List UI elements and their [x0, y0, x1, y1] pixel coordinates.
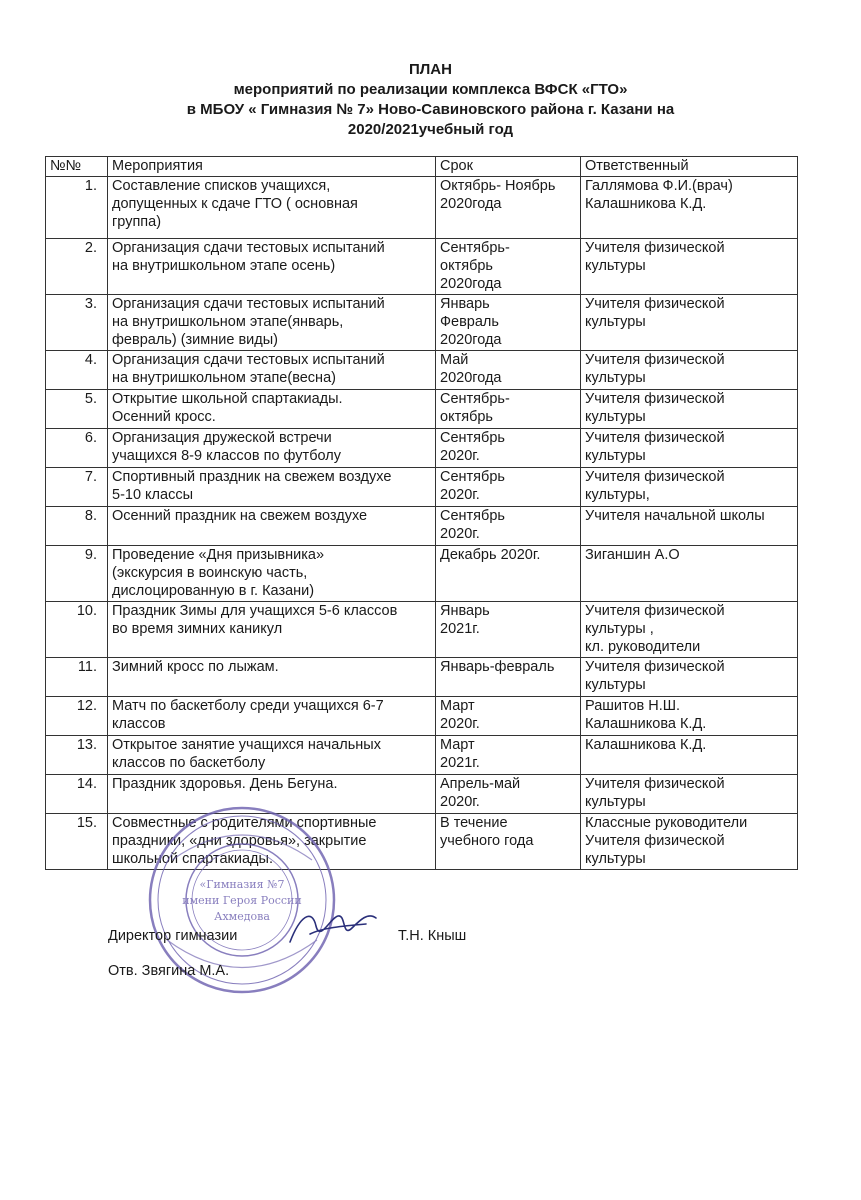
cell-term-text: Сентябрь- октябрь 2020года: [440, 240, 510, 292]
director-signature: [282, 898, 382, 958]
cell-term: [436, 697, 581, 736]
cell-event-text: Спортивный праздник на свежем воздухе 5-10 классы: [112, 469, 392, 503]
cell-number-text: 2.: [84, 240, 97, 256]
cell-term: [436, 507, 581, 546]
cell-number-text: 7.: [84, 469, 97, 485]
cell-number: [46, 775, 108, 814]
cell-term-text: Декабрь 2020г.: [440, 547, 541, 563]
plan-table: [45, 156, 798, 870]
cell-term-text: Март 2021г.: [440, 737, 480, 771]
cell-responsible-text: Зиганшин А.О: [585, 547, 680, 563]
table-row: [46, 429, 798, 468]
cell-event-text: Зимний кросс по лыжам.: [112, 659, 279, 675]
cell-responsible: [581, 814, 798, 870]
cell-responsible: [581, 239, 798, 295]
cell-responsible-text: Учителя физической культуры: [585, 659, 725, 693]
cell-number: [46, 697, 108, 736]
table-row: [46, 775, 798, 814]
seal-text-line1: «Гимназия №7: [199, 878, 285, 891]
cell-event-text: Проведение «Дня призывника» (экскурсия в воинскую часть, дислоцированную в г. Казани): [112, 547, 325, 599]
table-row: [46, 295, 798, 351]
cell-responsible-text: Учителя физической культуры: [585, 352, 725, 386]
cell-event-text: Открытие школьной спартакиады. Осенний кросс.: [112, 391, 343, 425]
cell-responsible-text: Классные руководители Учителя физической культуры: [585, 815, 748, 867]
title-line-school: в МБОУ « Гимназия № 7» Ново-Савиновского района г. Казани на: [186, 101, 675, 118]
cell-event: [108, 658, 436, 697]
cell-event-text: Матч по баскетболу среди учащихся 6-7 классов: [112, 698, 384, 732]
cell-term: [436, 429, 581, 468]
cell-event: [108, 814, 436, 870]
cell-responsible: [581, 697, 798, 736]
table-row: [46, 546, 798, 602]
table-row: [46, 507, 798, 546]
cell-responsible-text: Учителя физической культуры: [585, 391, 725, 425]
cell-number: [46, 814, 108, 870]
cell-event-text: Праздник здоровья. День Бегуна.: [112, 776, 338, 792]
cell-term-text: Сентябрь 2020г.: [440, 469, 505, 503]
cell-term-text: Сентябрь 2020г.: [440, 508, 505, 542]
table-header-row: [46, 157, 798, 177]
table-row: [46, 697, 798, 736]
cell-responsible: [581, 429, 798, 468]
cell-number: [46, 177, 108, 239]
cell-number-text: 1.: [84, 178, 97, 194]
cell-number-text: 9.: [84, 547, 97, 563]
cell-event: [108, 351, 436, 390]
cell-term: [436, 775, 581, 814]
cell-number: [46, 390, 108, 429]
cell-responsible-text: Галлямова Ф.И.(врач) Калашникова К.Д.: [585, 178, 733, 212]
table-row: [46, 239, 798, 295]
cell-number-text: 14.: [76, 776, 97, 792]
cell-event-text: Составление списков учащихся, допущенных к сдаче ГТО ( основная группа): [112, 178, 358, 230]
cell-responsible: [581, 736, 798, 775]
cell-event: [108, 602, 436, 658]
cell-event: [108, 390, 436, 429]
cell-event: [108, 295, 436, 351]
cell-number: [46, 429, 108, 468]
cell-responsible-text: Рашитов Н.Ш. Калашникова К.Д.: [585, 698, 707, 732]
column-header-term: Срок: [436, 157, 581, 177]
table-row: [46, 736, 798, 775]
cell-number: [46, 602, 108, 658]
table-row: [46, 814, 798, 870]
cell-responsible-text: Учителя физической культуры: [585, 430, 725, 464]
cell-term: [436, 239, 581, 295]
cell-term: [436, 736, 581, 775]
cell-term: [436, 351, 581, 390]
seal-text-line2: имени Героя России: [182, 894, 302, 907]
cell-event: [108, 546, 436, 602]
cell-responsible: [581, 468, 798, 507]
cell-term-text: Апрель-май 2020г.: [440, 776, 521, 810]
cell-number-text: 13.: [76, 737, 97, 753]
title-line-plan: ПЛАН: [409, 61, 452, 78]
cell-responsible: [581, 177, 798, 239]
cell-term-text: Сентябрь- октябрь: [440, 391, 510, 425]
cell-responsible: [581, 351, 798, 390]
cell-responsible: [581, 295, 798, 351]
table-row: [46, 390, 798, 429]
table-row: [46, 602, 798, 658]
cell-event-text: Организация дружеской встречи учащихся 8-9 классов по футболу: [112, 430, 341, 464]
cell-term-text: Январь 2021г.: [440, 603, 490, 637]
cell-responsible-text: Учителя физической культуры,: [585, 469, 725, 503]
cell-event-text: Открытое занятие учащихся начальных классов по баскетболу: [112, 737, 381, 771]
cell-responsible: [581, 775, 798, 814]
cell-term: [436, 602, 581, 658]
cell-responsible: [581, 602, 798, 658]
document-title: [0, 60, 861, 140]
cell-number: [46, 468, 108, 507]
cell-event: [108, 429, 436, 468]
cell-number: [46, 351, 108, 390]
cell-event: [108, 736, 436, 775]
cell-number: [46, 658, 108, 697]
cell-number-text: 15.: [76, 815, 97, 831]
director-label: Директор гимназии: [108, 928, 238, 944]
cell-responsible-text: Учителя начальной школы: [585, 508, 765, 524]
director-name: Т.Н. Кныш: [398, 928, 467, 944]
cell-responsible-text: Учителя физической культуры: [585, 776, 725, 810]
cell-term-text: Май 2020года: [440, 352, 502, 386]
table-row: [46, 658, 798, 697]
cell-event: [108, 507, 436, 546]
cell-number-text: 4.: [84, 352, 97, 368]
column-header-number: №№: [46, 157, 108, 177]
cell-term-text: Март 2020г.: [440, 698, 480, 732]
cell-responsible-text: Учителя физической культуры , кл. руководители: [585, 603, 725, 655]
cell-term: [436, 295, 581, 351]
cell-event-text: Праздник Зимы для учащихся 5-6 классов во время зимних каникул: [112, 603, 398, 637]
cell-event: [108, 775, 436, 814]
cell-event-text: Осенний праздник на свежем воздухе: [112, 508, 368, 524]
cell-event-text: Совместные с родителями спортивные праздники, «дни здоровья», закрытие школьной спартакиады.: [112, 815, 377, 867]
cell-event: [108, 177, 436, 239]
cell-number-text: 11.: [77, 659, 97, 675]
cell-responsible-text: Учителя физической культуры: [585, 296, 725, 330]
cell-term: [436, 468, 581, 507]
cell-event: [108, 697, 436, 736]
table-row: [46, 351, 798, 390]
table-row: [46, 468, 798, 507]
cell-number: [46, 736, 108, 775]
cell-number: [46, 546, 108, 602]
cell-responsible: [581, 658, 798, 697]
cell-term-text: Январь Февраль 2020года: [440, 296, 502, 348]
cell-term-text: Сентябрь 2020г.: [440, 430, 505, 464]
title-line-year: 2020/2021учебный год: [347, 121, 514, 138]
table-row: [46, 177, 798, 239]
cell-number: [46, 295, 108, 351]
cell-event: [108, 239, 436, 295]
cell-responsible: [581, 546, 798, 602]
cell-term: [436, 390, 581, 429]
cell-event-text: Организация сдачи тестовых испытаний на внутришкольном этапе(январь, февраль) (зимние виды): [112, 296, 385, 348]
cell-number: [46, 239, 108, 295]
cell-number-text: 3.: [84, 296, 97, 312]
cell-number: [46, 507, 108, 546]
cell-event-text: Организация сдачи тестовых испытаний на внутришкольном этапе осень): [112, 240, 385, 274]
column-header-event: Мероприятия: [108, 157, 436, 177]
cell-term: [436, 546, 581, 602]
cell-responsible: [581, 390, 798, 429]
cell-responsible: [581, 507, 798, 546]
cell-term-text: Январь-февраль: [440, 659, 555, 675]
cell-responsible-text: Калашникова К.Д.: [585, 737, 707, 753]
cell-number-text: 5.: [84, 391, 97, 407]
cell-term: [436, 814, 581, 870]
cell-number-text: 8.: [84, 508, 97, 524]
cell-event: [108, 468, 436, 507]
cell-term: [436, 177, 581, 239]
cell-event-text: Организация сдачи тестовых испытаний на внутришкольном этапе(весна): [112, 352, 385, 386]
seal-text-line3: Ахмедова: [214, 910, 270, 923]
cell-term-text: В течение учебного года: [440, 815, 534, 849]
cell-number-text: 10.: [76, 603, 97, 619]
title-line-subject: мероприятий по реализации комплекса ВФСК «ГТО»: [233, 81, 628, 98]
plan-table-body: [46, 177, 798, 870]
cell-responsible-text: Учителя физической культуры: [585, 240, 725, 274]
cell-number-text: 6.: [84, 430, 97, 446]
cell-term: [436, 658, 581, 697]
cell-number-text: 12.: [76, 698, 97, 714]
responsible-person: Отв. Звягина М.А.: [108, 963, 230, 979]
column-header-responsible: Ответственный: [581, 157, 798, 177]
cell-term-text: Октябрь- Ноябрь 2020года: [440, 178, 556, 212]
